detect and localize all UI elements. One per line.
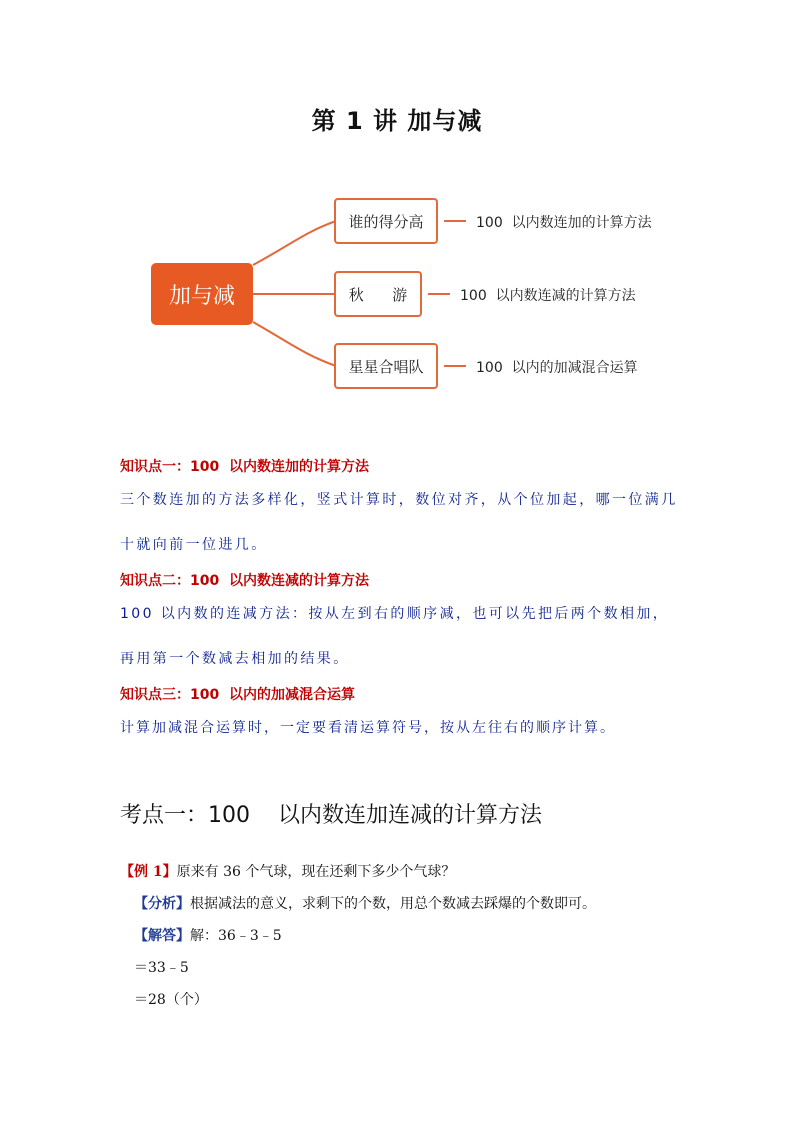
mindmap-branch-3: 星星合唱队: [334, 343, 438, 389]
mindmap-leaf-1: 100 以内数连加的计算方法: [476, 215, 652, 231]
connector-branch-3: [253, 322, 336, 366]
knowledge-title-3: 知识点三：100 以内的加减混合运算: [120, 687, 355, 703]
knowledge-body-3: 计算加减混合运算时，一定要看清运算符号，按从左往右的顺序计算。: [120, 720, 616, 736]
knowledge-body-1: 三个数连加的方法多样化，竖式计算时，数位对齐，从个位加起，哪一位满几十就向前一位进几。: [120, 492, 678, 553]
analysis-tag: 【分析】: [134, 896, 190, 912]
knowledge-title-2: 知识点二：100 以内数连减的计算方法: [120, 573, 369, 589]
mindmap-leaf-2: 100 以内数连减的计算方法: [460, 288, 636, 304]
analysis-text: 根据减法的意义，求剩下的个数，用总个数减去踩爆的个数即可。: [190, 896, 596, 912]
answer-text: 解：36﹣3﹣5: [190, 928, 282, 944]
connector-branch-1: [253, 221, 336, 265]
page-title: 第 1 讲 加与减: [311, 107, 483, 135]
answer-tag: 【解答】: [134, 928, 190, 944]
example-question: 原来有 36 个气球，现在还剩下多少个气球？: [176, 864, 456, 880]
mindmap-branch-2: 秋 游: [334, 271, 422, 317]
answer-line: [134, 925, 282, 945]
answer-step-2: ＝28（个）: [134, 992, 208, 1008]
mindmap-root: 加与减: [151, 263, 253, 325]
example-tag: 【例 1】: [120, 864, 177, 880]
answer-step-1: ＝33﹣5: [134, 960, 189, 976]
example-question-line: [120, 861, 455, 881]
mindmap-leaf-3: 100 以内的加减混合运算: [476, 360, 638, 376]
mindmap-branch-1: 谁的得分高: [334, 198, 438, 244]
knowledge-body-2: 100 以内数的连减方法：按从左到右的顺序减，也可以先把后两个数相加，再用第一个数减去相加的结果。: [120, 606, 670, 667]
knowledge-title-1: 知识点一：100 以内数连加的计算方法: [120, 459, 369, 475]
analysis-line: [134, 893, 596, 913]
section-title: 考点一：100 以内数连加连减的计算方法: [120, 803, 542, 828]
